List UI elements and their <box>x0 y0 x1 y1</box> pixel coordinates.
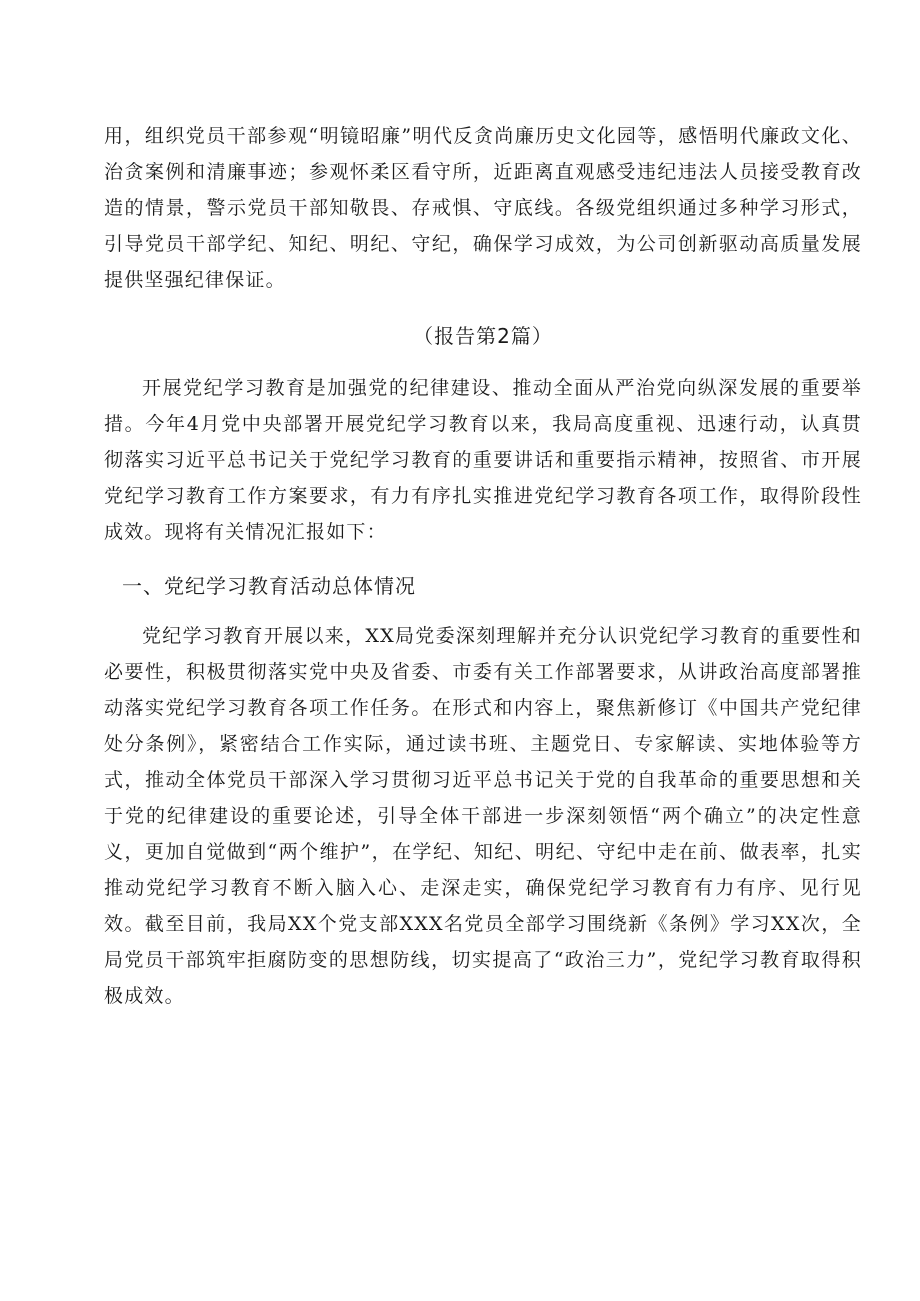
document-page <box>104 118 862 1014</box>
intro-paragraph: 开展党纪学习教育是加强党的纪律建设、推动全面从严治党向纵深发展的重要举措。今年4月党中央部署开展党纪学习教育以来，我局高度重视、迅速行动，认真贯彻落实习近平总书记关于党纪学习教育的重要讲话和重要指示精神，按照省、市开展党纪学习教育工作方案要求，有力有序扎实推进党纪学习教育各项工作，取得阶段性成效。现将有关情况汇报如下： <box>104 377 862 543</box>
report-title: （报告第2篇） <box>413 324 553 348</box>
section-1-heading: 一、党纪学习教育活动总体情况 <box>122 574 416 598</box>
continuation-paragraph: 用，组织党员干部参观“明镜昭廉”明代反贪尚廉历史文化园等，感悟明代廉政文化、治贪案例和清廉事迹；参观怀柔区看守所，近距离直观感受违纪违法人员接受教育改造的情景，警示党员干部知敬畏、存戒惧、守底线。各级党组织通过多种学习形式，引导党员干部学纪、知纪、明纪、守纪，确保学习成效，为公司创新驱动高质量发展提供坚强纪律保证。 <box>104 125 862 291</box>
section-1-body-paragraph: 党纪学习教育开展以来，XX局党委深刻理解并充分认识党纪学习教育的重要性和必要性，积极贯彻落实党中央及省委、市委有关工作部署要求，从讲政治高度部署推动落实党纪学习教育各项工作任务。在形式和内容上，聚焦新修订《中国共产党纪律处分条例》，紧密结合工作实际，通过读书班、主题党日、专家解读、实地体验等方式，推动全体党员干部深入学习贯彻习近平总书记关于党的自我革命的重要思想和关于党的纪律建设的重要论述，引导全体干部进一步深刻领悟“两个确立”的决定性意义，更加自觉做到“两个维护”，在学纪、知纪、明纪、守纪中走在前、做表率，扎实推动党纪学习教育不断入脑入心、走深走实，确保党纪学习教育有力有序、见行见效。截至目前，我局XX个党支部XXX名党员全部学习围绕新《条例》学习XX次，全局党员干部筑牢拒腐防变的思想防线，切实提高了“政治三力”，党纪学习教育取得积极成效。 <box>104 625 862 1007</box>
